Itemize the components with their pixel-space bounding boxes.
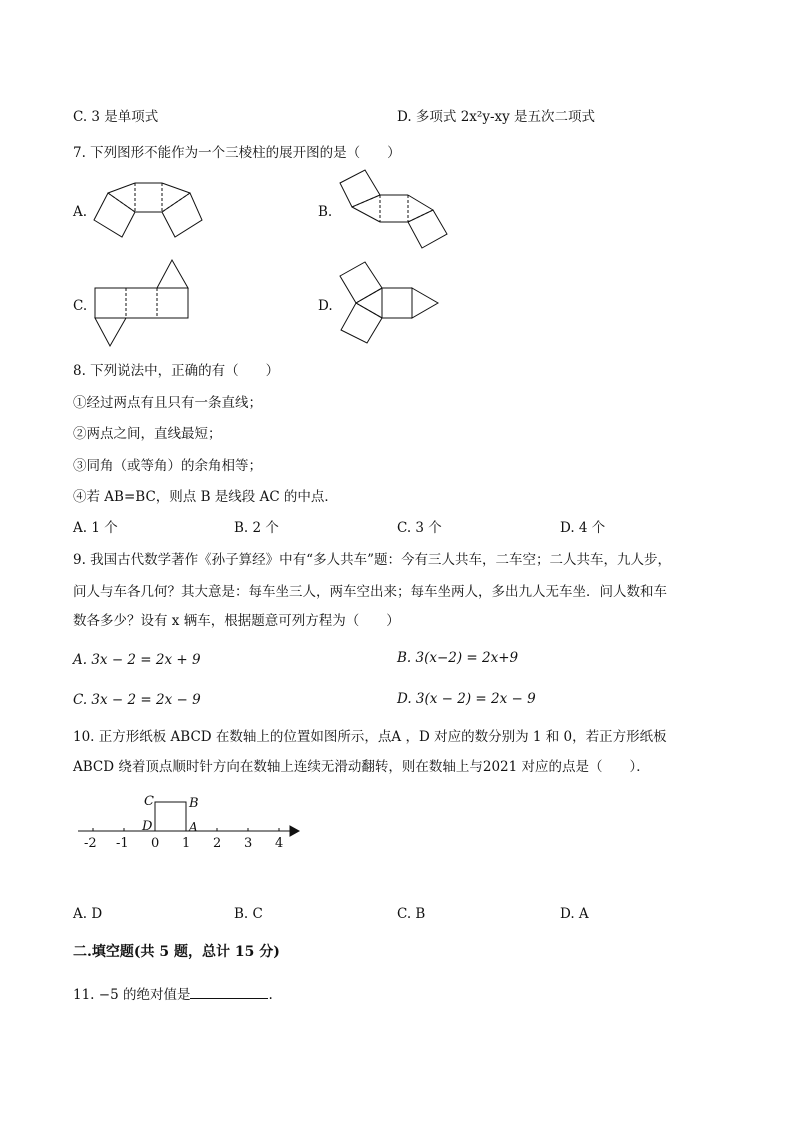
q8-stem: 8. 下列说法中，正确的有（ ） <box>73 363 280 379</box>
tick-label-neg1: -1 <box>116 836 129 851</box>
q9-line-1: 9. 我国古代数学著作《孙子算经》中有“多人共车”题：今有三人共车，二车空；二人共车，九人步， <box>73 552 671 568</box>
q8-option-d: D. 4 个 <box>560 520 606 536</box>
q7-option-a-label: A. <box>73 204 88 220</box>
q9-option-c: C. 3x − 2 = 2x − 9 <box>73 692 201 708</box>
q11-line <box>73 985 273 1004</box>
q7-option-d-label: D. <box>318 298 333 314</box>
q10-line-1: 10. 正方形纸板 ABCD 在数轴上的位置如图所示，点A ，D 对应的数分别为 1 和 0，若正方形纸板 <box>73 729 667 745</box>
tick-label-0: 0 <box>151 836 160 851</box>
q10-option-b: B. C <box>234 906 263 922</box>
q7-stem: 7. 下列图形不能作为一个三棱柱的展开图的是（ ） <box>73 145 401 161</box>
q8-option-b: B. 2 个 <box>234 520 279 536</box>
vertex-label-d: D <box>142 819 153 834</box>
q6-option-c: C. 3 是单项式 <box>73 109 159 125</box>
tick-label-neg2: -2 <box>84 836 97 851</box>
q8-option-c: C. 3 个 <box>397 520 442 536</box>
axis-arrow-icon <box>290 826 299 836</box>
tick-label-3: 3 <box>244 836 253 851</box>
vertex-label-c: C <box>144 794 154 809</box>
q10-line-2: ABCD 绕着顶点顺时针方向在数轴上连续无滑动翻转，则在数轴上与2021 对应的点是（ ）． <box>73 759 650 775</box>
tick-label-1: 1 <box>182 836 191 851</box>
q11-end: . <box>268 987 273 1003</box>
q8-item-1: ①经过两点有且只有一条直线； <box>73 395 262 411</box>
q9-option-a: A. 3x − 2 = 2x + 9 <box>73 652 201 668</box>
square-abcd <box>155 802 186 831</box>
q10-option-a: A. D <box>73 906 103 922</box>
q8-option-a: A. 1 个 <box>73 520 118 536</box>
q6-option-d: D. 多项式 2x²y-xy 是五次二项式 <box>397 109 596 125</box>
tick-label-4: 4 <box>275 836 284 851</box>
vertex-label-b: B <box>189 796 199 811</box>
q11-answer-blank[interactable] <box>190 985 268 999</box>
q9-line-3: 数各多少？设有 x 辆车，根据题意可列方程为（ ） <box>73 613 400 629</box>
q9-option-b: B. 3(x−2) = 2x+9 <box>397 650 519 666</box>
q8-item-2: ②两点之间，直线最短； <box>73 426 222 442</box>
q7-option-b-label: B. <box>318 204 333 220</box>
section-2-title: 二.填空题(共 5 题，总计 15 分) <box>73 944 280 960</box>
q9-line-2: 问人与车各几何？其大意是：每车坐三人，两车空出来；每车坐两人，多出九人无车坐．问人数和车 <box>73 584 667 600</box>
vertex-label-a: A <box>189 820 198 834</box>
q9-option-d: D. 3(x − 2) = 2x − 9 <box>397 691 536 707</box>
tick-label-2: 2 <box>213 836 222 851</box>
q7-option-c-label: C. <box>73 298 88 314</box>
q8-item-4: ④若 AB=BC，则点 B 是线段 AC 的中点． <box>73 489 338 505</box>
q10-option-c: C. B <box>397 906 426 922</box>
q8-item-3: ③同角（或等角）的余角相等； <box>73 458 262 474</box>
q10-option-d: D. A <box>560 906 589 922</box>
q11-text: 11. −5 的绝对值是 <box>73 987 191 1003</box>
